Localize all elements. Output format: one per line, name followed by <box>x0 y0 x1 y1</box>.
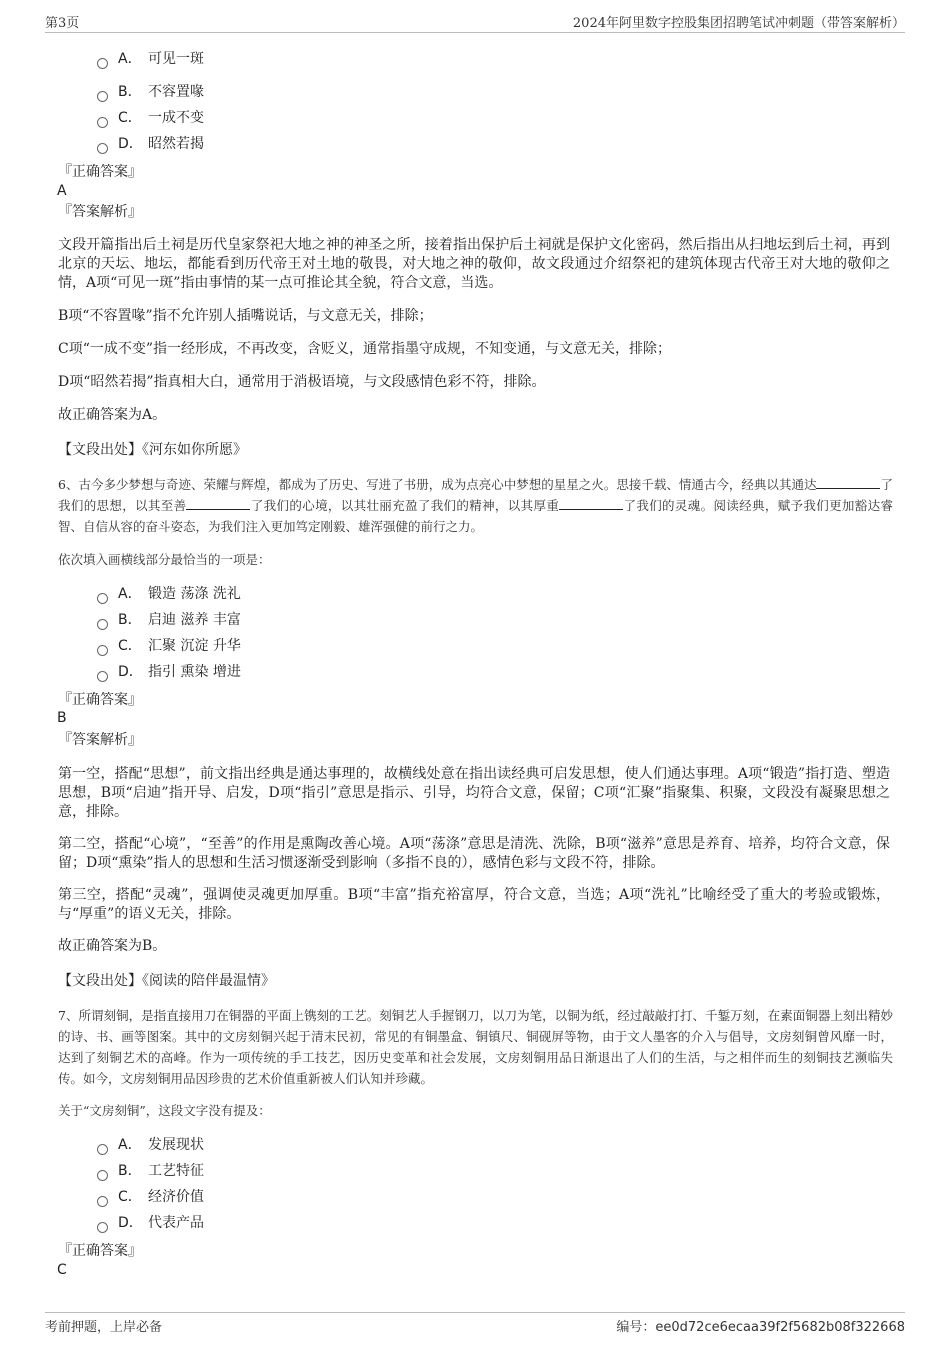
q5-option-b[interactable]: B． 不容置喙 <box>97 82 204 102</box>
radio-icon[interactable] <box>97 1222 108 1233</box>
radio-icon[interactable] <box>97 58 108 69</box>
analysis-label: 『答案解析』 <box>58 732 142 748</box>
blank-line <box>816 476 880 489</box>
q6-option-d[interactable]: D． 指引 熏染 增进 <box>97 662 241 682</box>
q7-option-a[interactable]: A． 发展现状 <box>97 1135 204 1155</box>
document-title: 2024年阿里数字控股集团招聘笔试冲刺题（带答案解析） <box>572 16 905 31</box>
correct-answer-label: 『正确答案』 <box>58 692 142 708</box>
radio-icon[interactable] <box>97 1196 108 1207</box>
q6-option-b[interactable]: B． 启迪 滋养 丰富 <box>97 610 241 630</box>
radio-icon[interactable] <box>97 1170 108 1181</box>
q5-analysis-2: B项“不容置喙”指不允许别人插嘴说话，与文意无关，排除； <box>58 308 433 324</box>
q6-answer: B <box>57 710 67 726</box>
q7-option-c[interactable]: C． 经济价值 <box>97 1187 204 1207</box>
footer-slogan: 考前押题，上岸必备 <box>45 1320 163 1335</box>
q5-option-a[interactable]: A． 可见一斑 <box>97 49 204 69</box>
blank-line <box>186 497 250 510</box>
q5-source: 【文段出处】《河东如你所愿》 <box>58 442 247 458</box>
q6-option-a[interactable]: A． 锻造 荡涤 洗礼 <box>97 584 241 604</box>
blank-line <box>559 497 623 510</box>
q6-stem: 6、古今多少梦想与奇迹、荣耀与辉煌，都成为了历史、写进了书册，成为点亮心中梦想的星星之火。思接千载、情通古今，经典以其通达 了我们的思想，以其至善 了我们的心境，以其壮丽充盈了我们的精神，以其厚重 了我们的灵魂。阅读经典，赋予我们更加豁达睿智、自信从容的奋斗姿态，为我们注入更加笃定刚毅、雄浑强健的前行之力。 <box>58 477 893 534</box>
radio-icon[interactable] <box>97 91 108 102</box>
radio-icon[interactable] <box>97 619 108 630</box>
q5-analysis-1: 文段开篇指出后土祠是历代皇家祭祀大地之神的神圣之所，接着指出保护后土祠就是保护文化密码，然后指出从扫地坛到后土祠，再到北京的天坛、地坛，都能看到历代帝王对土地的敬畏，对大地之神的敬仰，故文段通过介绍祭祀的建筑体现古代帝王对大地的敬仰之情，A项“可见一斑”指由事情的某一点可推论其全貌，符合文意，当选。 <box>58 237 890 291</box>
q6-analysis-2: 第二空，搭配“心境”，“至善”的作用是熏陶改善心境。A项“荡涤”意思是清洗、洗除，B项“滋养”意思是养育、培养，均符合文意，保留；D项“熏染”指人的思想和生活习惯逐渐受到影响（多指不良的），感情色彩与文段不符，排除。 <box>58 836 890 871</box>
q6-analysis-4: 故正确答案为B。 <box>58 938 167 954</box>
radio-icon[interactable] <box>97 593 108 604</box>
footer-code: 编号：ee0d72ce6ecaa39f2f5682b08f322668 <box>616 1320 905 1335</box>
q5-analysis-5: 故正确答案为A。 <box>58 407 167 423</box>
q5-analysis-4: D项“昭然若揭”指真相大白，通常用于消极语境，与文段感情色彩不符，排除。 <box>58 374 546 390</box>
q6-analysis-3: 第三空，搭配“灵魂”，强调使灵魂更加厚重。B项“丰富”指充裕富厚，符合文意，当选；A项“洗礼”比喻经受了重大的考验或锻炼，与“厚重”的语义无关，排除。 <box>58 887 890 922</box>
radio-icon[interactable] <box>97 671 108 682</box>
radio-icon[interactable] <box>97 1144 108 1155</box>
q7-stem: 7、所谓刻铜，是指直接用刀在铜器的平面上镌刻的工艺。刻铜艺人手握钢刀，以刀为笔，以铜为纸，经过敲敲打打、千錾万刻，在素面铜器上刻出精妙的诗、书、画等图案。其中的文房刻铜兴起于清末民初，常见的有铜墨盒、铜镇尺、铜砚屏等物，由于文人墨客的介入与倡导，文房刻铜曾风靡一时，达到了刻铜艺术的高峰。作为一项传统的手工技艺，因历史变革和社会发展，文房刻铜用品日渐退出了人们的生活，与之相伴而生的刻铜技艺濒临失传。如今，文房刻铜用品因珍贵的艺术价值重新被人们认知并珍藏。 <box>58 1008 893 1086</box>
q6-source: 【文段出处】《阅读的陪伴最温情》 <box>58 973 275 989</box>
q5-option-c[interactable]: C． 一成不变 <box>97 108 204 128</box>
q6-prompt: 依次填入画横线部分最恰当的一项是： <box>58 552 271 567</box>
radio-icon[interactable] <box>97 117 108 128</box>
q7-option-d[interactable]: D． 代表产品 <box>97 1213 204 1233</box>
page-header <box>45 12 905 33</box>
page-footer <box>45 1312 905 1338</box>
radio-icon[interactable] <box>97 143 108 154</box>
q5-option-d[interactable]: D． 昭然若揭 <box>97 134 204 154</box>
page-number: 第3页 <box>45 16 80 31</box>
q7-option-b[interactable]: B． 工艺特征 <box>97 1161 204 1181</box>
q6-analysis-1: 第一空，搭配“思想”，前文指出经典是通达事理的，故横线处意在指出读经典可启发思想，使人们通达事理。A项“锻造”指打造、塑造思想，B项“启迪”指开导、启发，D项“指引”意思是指示、引导，均符合文意，保留；C项“汇聚”指聚集、积聚，文段没有凝聚思想之意，排除。 <box>58 766 890 820</box>
q5-analysis-3: C项“一成不变”指一经形成，不再改变，含贬义，通常指墨守成规，不知变通，与文意无关，排除； <box>58 341 672 357</box>
q6-option-c[interactable]: C． 汇聚 沉淀 升华 <box>97 636 241 656</box>
analysis-label: 『答案解析』 <box>58 204 142 220</box>
correct-answer-label: 『正确答案』 <box>58 1243 142 1259</box>
q7-answer: C <box>57 1262 67 1278</box>
q7-prompt: 关于“文房刻铜”，这段文字没有提及： <box>58 1103 271 1118</box>
correct-answer-label: 『正确答案』 <box>58 164 142 180</box>
radio-icon[interactable] <box>97 645 108 656</box>
q5-answer: A <box>57 183 67 199</box>
